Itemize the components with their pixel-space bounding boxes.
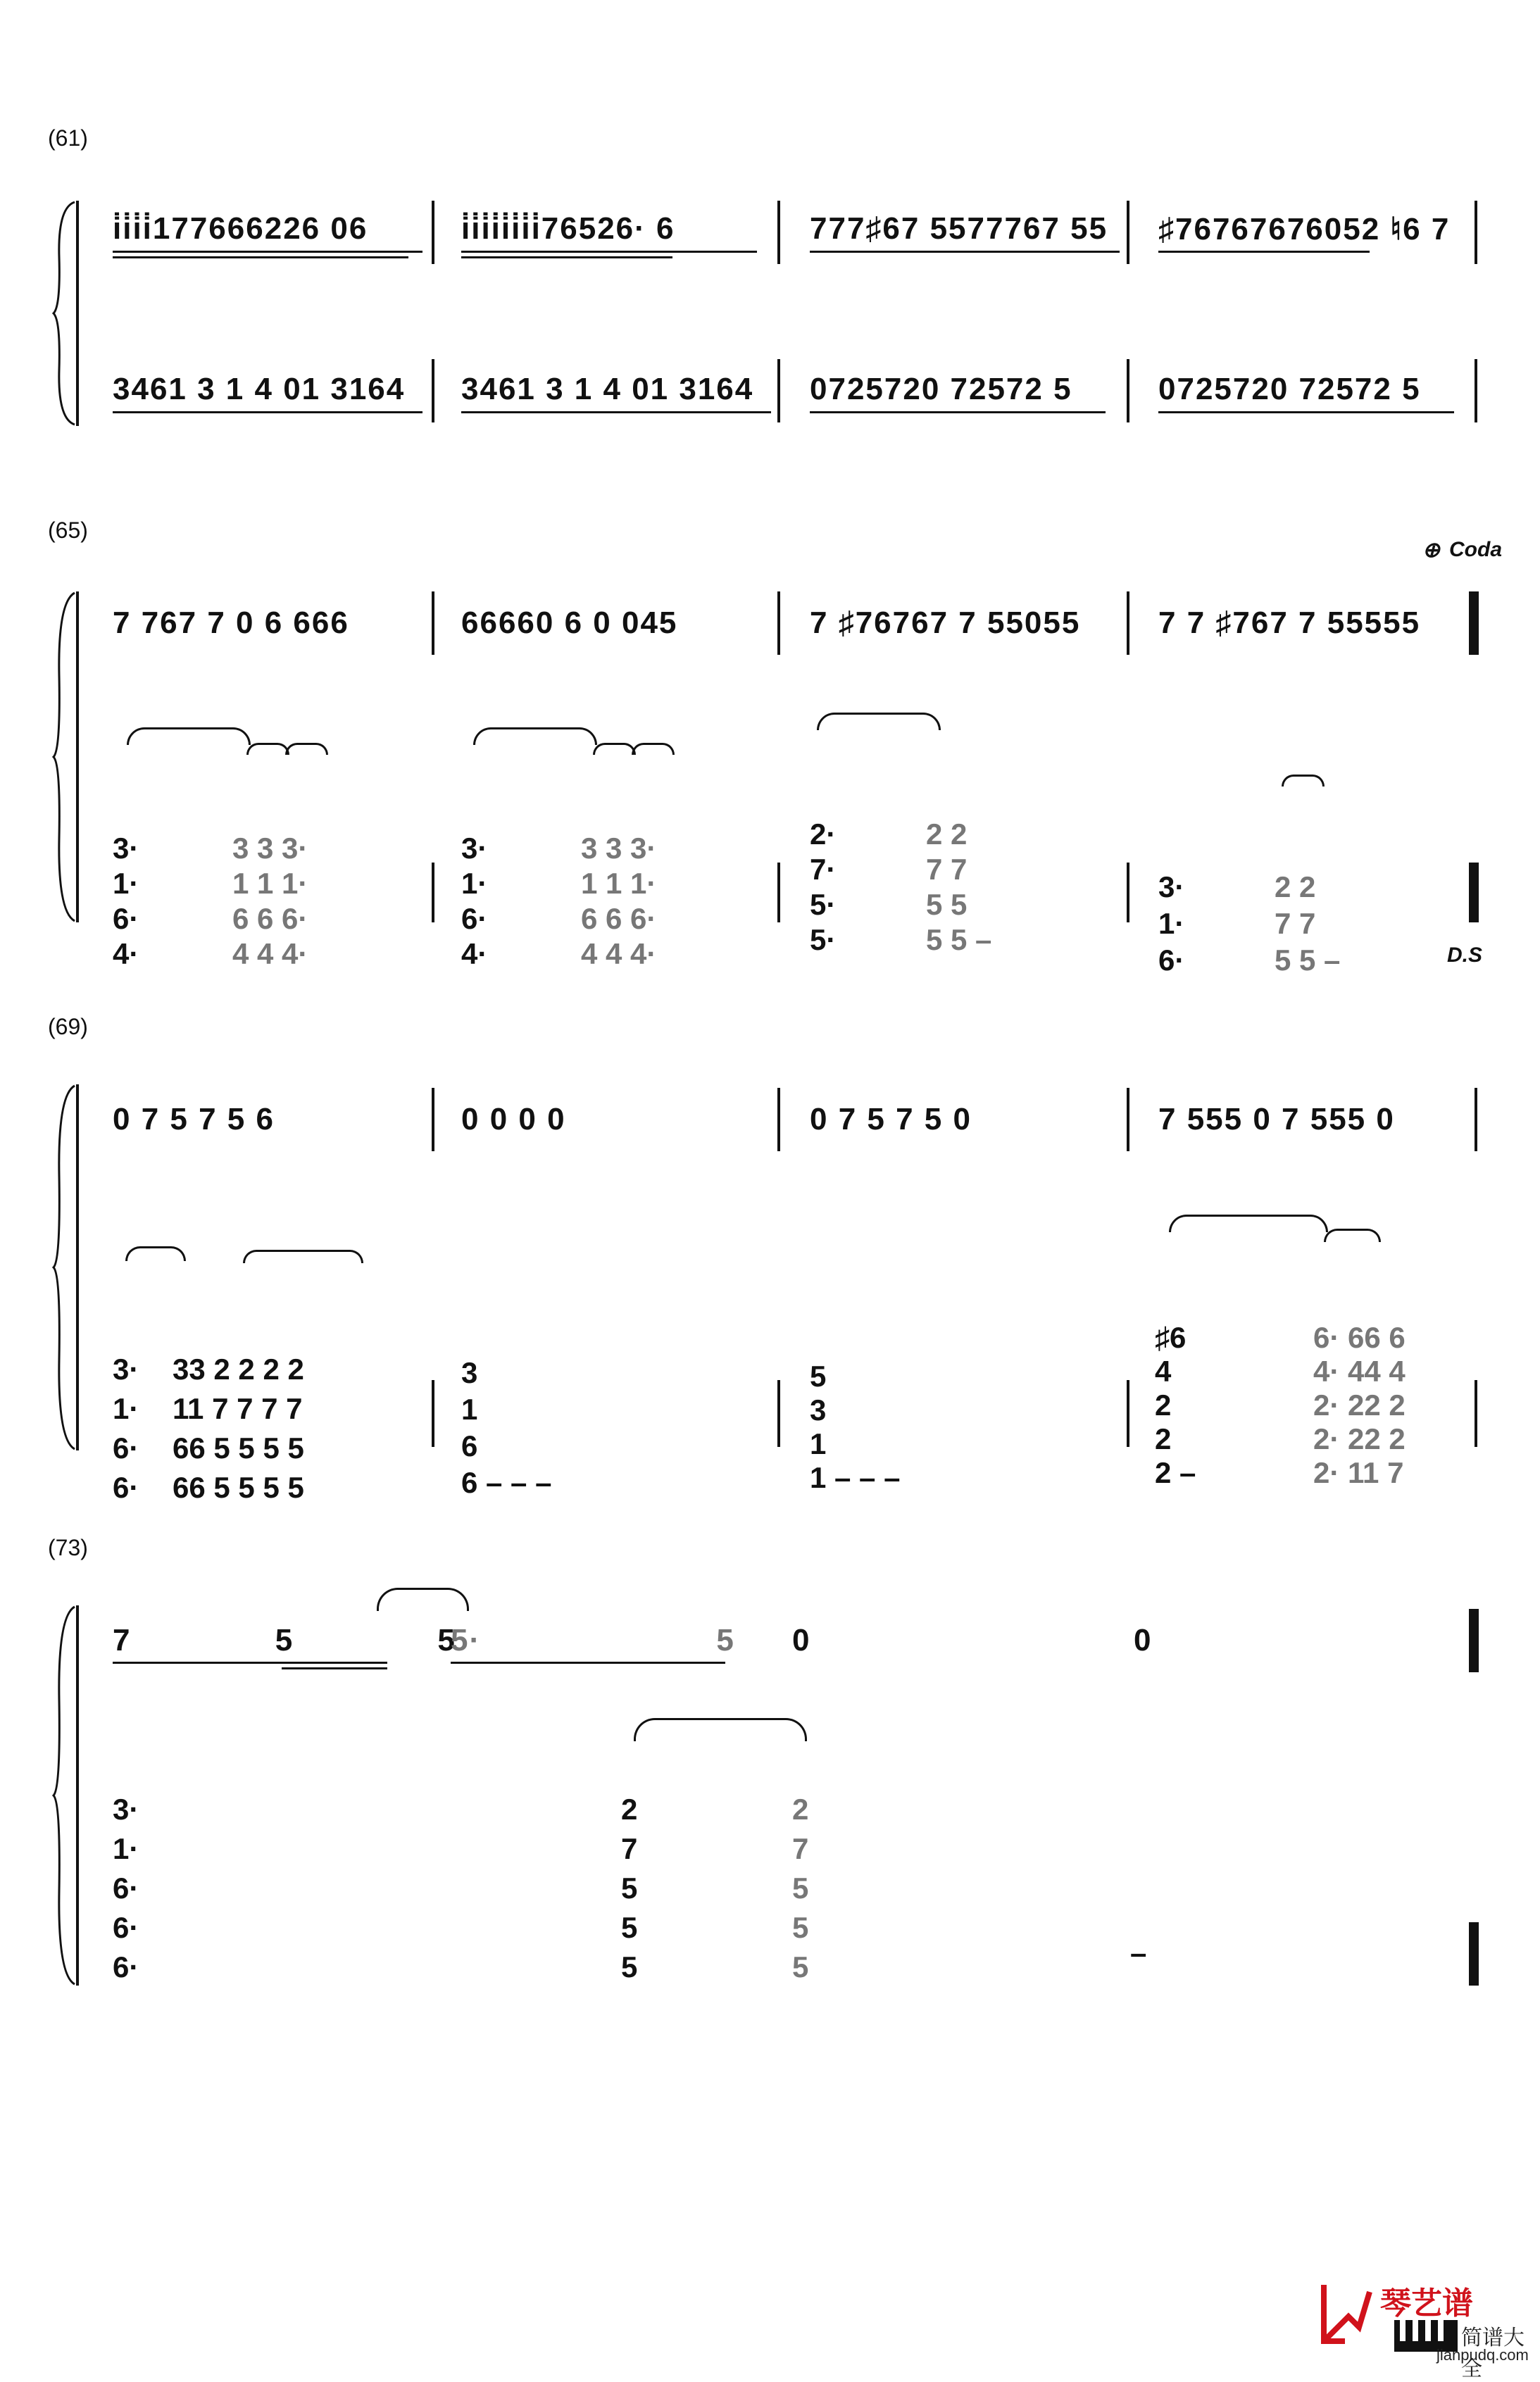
measure-71-treble: 0 7 5 7 5 0 — [810, 1102, 972, 1136]
coda-label: Coda — [1449, 538, 1502, 561]
barline — [1475, 201, 1477, 264]
barline — [777, 359, 780, 422]
measure-number-61: (61) — [48, 125, 88, 151]
measure-73-treble-held: 5· 5 — [451, 1623, 735, 1657]
chord-67a: 2· 7· 5· 5· — [810, 817, 837, 956]
watermark-url: jianpudq.com — [1436, 2346, 1529, 2364]
system-line — [76, 1084, 79, 1450]
barline — [432, 591, 434, 655]
chord-65b: 3 3 3· 1 1 1· 6 6 6· 4 4 4· — [232, 832, 308, 970]
chord-65a: 3· 1· 6· 4· — [113, 832, 139, 970]
beam — [810, 251, 1120, 253]
chord-73b: 2 7 5 5 5 — [621, 1793, 638, 1983]
double-barline — [1469, 1609, 1479, 1672]
beam — [113, 251, 422, 253]
tie — [377, 1588, 469, 1611]
measure-number-69: (69) — [48, 1014, 88, 1039]
barline — [1475, 1088, 1477, 1151]
measure-70-treble: 0 0 0 0 — [461, 1102, 566, 1136]
double-barline — [1469, 863, 1479, 922]
measure-61-treble: i̇i̇i̇i̇177666226 06 — [113, 211, 368, 246]
tie — [246, 743, 289, 755]
barline — [432, 863, 434, 922]
barline — [777, 201, 780, 264]
beam — [810, 411, 1106, 413]
measure-72-treble: 7 555 0 7 555 0 — [1158, 1102, 1395, 1136]
tie — [127, 727, 251, 745]
chord-73a: 3· 1· 6· 6· 6· — [113, 1793, 139, 1983]
beam — [1158, 411, 1454, 413]
rest-dash: – — [1130, 1936, 1147, 1969]
tie — [243, 1250, 363, 1263]
double-barline — [1469, 591, 1479, 655]
barline — [777, 1380, 780, 1447]
chord-66a: 3· 1· 6· 4· — [461, 832, 488, 970]
measure-73-treble: 7 5 5 — [113, 1623, 456, 1657]
beam — [113, 256, 408, 258]
barline — [1475, 1380, 1477, 1447]
chord-72b: 6· 66 6 4· 44 4 2· 22 2 2· 22 2 2· 11 7 — [1313, 1321, 1406, 1489]
measure-62-treble: i̇i̇i̇i̇i̇i̇i̇i̇76526· 6 — [461, 211, 675, 246]
chord-68b: 2 2 7 7 5 5 – — [1275, 870, 1341, 977]
barline — [777, 863, 780, 922]
measure-number-65: (65) — [48, 518, 88, 543]
measure-64-treble: ♯76767676052 ♮6 7 — [1158, 212, 1451, 246]
piano-brace — [51, 201, 79, 426]
system-line — [76, 201, 79, 426]
chord-67b: 2 2 7 7 5 5 5 5 – — [926, 817, 992, 956]
system-line — [76, 1605, 79, 1986]
tie — [632, 743, 675, 755]
tie — [1169, 1215, 1328, 1232]
beam — [451, 1662, 725, 1664]
measure-62-bass: 3461 3 1 4 01 3164 — [461, 372, 754, 406]
tie — [634, 1718, 807, 1741]
measure-63-treble: 777♯67 5577767 55 — [810, 211, 1108, 246]
watermark-brand: 琴艺谱 — [1380, 2286, 1473, 2321]
tie — [1324, 1229, 1381, 1242]
measure-63-bass: 0725720 72572 5 — [810, 372, 1072, 406]
tie — [593, 743, 636, 755]
barline — [777, 1088, 780, 1151]
barline — [1127, 201, 1129, 264]
measure-66-treble: 66660 6 0 045 — [461, 606, 678, 640]
tie — [473, 727, 597, 745]
piano-brace — [51, 591, 79, 922]
barline — [1127, 359, 1129, 422]
measure-74-treble-rest: 0 — [792, 1623, 811, 1657]
measure-67-treble: 7 ♯76767 7 55055 — [810, 606, 1081, 640]
barline — [1475, 359, 1477, 422]
barline — [777, 591, 780, 655]
barline — [1127, 591, 1129, 655]
measure-number-73: (73) — [48, 1535, 88, 1560]
piano-brace — [51, 1084, 79, 1450]
measure-65-treble: 7 767 7 0 6 666 — [113, 606, 349, 640]
measure-69-treble: 0 7 5 7 5 6 — [113, 1102, 275, 1136]
beam — [1158, 251, 1370, 253]
barline — [1127, 1088, 1129, 1151]
barline — [432, 1380, 434, 1447]
chord-68a: 3· 1· 6· — [1158, 870, 1185, 977]
chord-69b: 33 2 2 2 2 11 7 7 7 7 66 5 5 5 5 66 5 5 5 5 — [173, 1353, 304, 1504]
barline — [432, 1088, 434, 1151]
beam — [282, 1667, 387, 1669]
beam — [461, 411, 771, 413]
barline — [432, 201, 434, 264]
ds-mark: D.S — [1447, 944, 1483, 967]
measure-64-bass: 0725720 72572 5 — [1158, 372, 1421, 406]
chord-72a: ♯6 4 2 2 2 – — [1155, 1321, 1196, 1489]
watermark-site: 简谱大全 — [1461, 2326, 1525, 2381]
piano-brace — [51, 1605, 79, 1986]
double-barline — [1469, 1922, 1479, 1986]
chord-73c: 2 7 5 5 5 — [792, 1793, 809, 1983]
measure-75-treble-rest: 0 — [1134, 1623, 1153, 1657]
chord-66b: 3 3 3· 1 1 1· 6 6 6· 4 4 4· — [581, 832, 657, 970]
barline — [432, 359, 434, 422]
tie — [285, 743, 328, 755]
beam — [461, 256, 672, 258]
beam — [113, 1662, 387, 1664]
measure-61-bass: 3461 3 1 4 01 3164 — [113, 372, 406, 406]
measure-68-treble: 7 7 ♯767 7 55555 — [1158, 606, 1421, 640]
barline — [1127, 1380, 1129, 1447]
beam — [461, 251, 757, 253]
barline — [1127, 863, 1129, 922]
tie — [817, 713, 941, 730]
beam — [113, 411, 422, 413]
system-line — [76, 591, 79, 922]
chord-70: 3 1 6 6 – – – — [461, 1356, 552, 1499]
tie — [1282, 775, 1325, 786]
chord-71: 5 3 1 1 – – – — [810, 1360, 901, 1494]
tie — [125, 1246, 186, 1261]
coda-sign-icon: ⊕ — [1422, 539, 1441, 562]
chord-69a: 3· 1· 6· 6· — [113, 1353, 139, 1504]
